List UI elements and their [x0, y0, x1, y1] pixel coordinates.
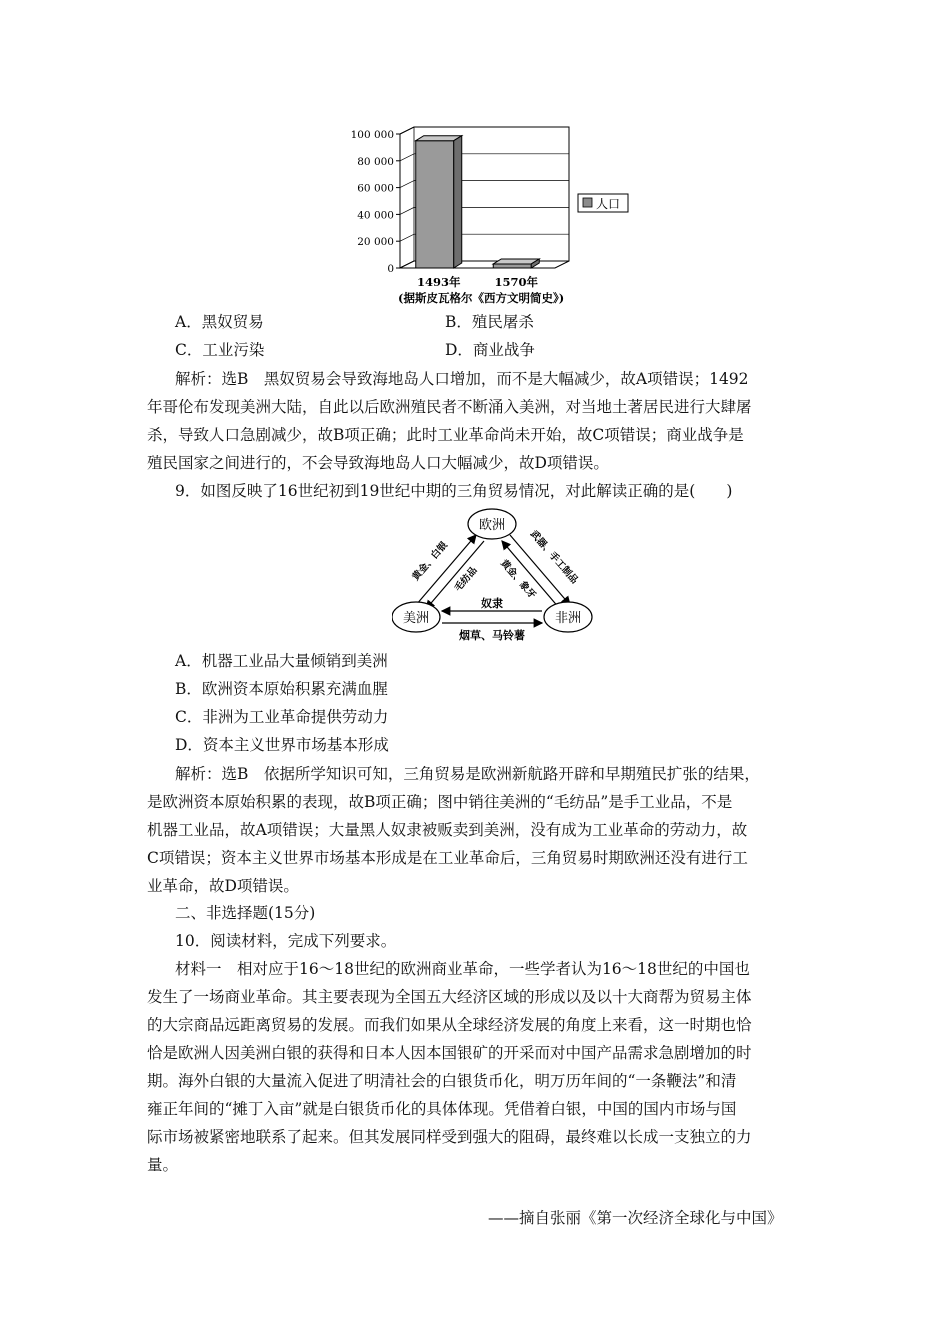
chart-x-tick-label: 1493年	[416, 275, 461, 289]
triangle-trade-diagram	[392, 505, 602, 645]
q10-material-line: 量。	[147, 1156, 179, 1174]
chart-y-tick-label: 60 000	[357, 182, 394, 195]
q10-source: ——摘自张丽《第一次经济全球化与中国》	[488, 1209, 783, 1227]
edge-label-tobacco-potato: 烟草、马铃薯	[459, 629, 525, 642]
q10-material-line: 发生了一场商业革命。其主要表现为全国五大经济区域的形成以及以十大商帮为贸易主体	[147, 988, 752, 1006]
chart-source: (据斯皮瓦格尔《西方文明简史》)	[398, 291, 565, 305]
q8-analysis-line: 殖民国家之间进行的，不会导致海地岛人口大幅减少，故D项错误。	[147, 454, 609, 472]
population-bar-chart	[350, 120, 640, 310]
q8-option-d: D．商业战争	[445, 341, 535, 359]
q10-material-line: 的大宗商品远距离贸易的发展。而我们如果从全球经济发展的角度上来看，这一时期也恰	[147, 1016, 752, 1034]
q9-analysis-line: 解析：选B 依据所学知识可知，三角贸易是欧洲新航路开辟和早期殖民扩张的结果，	[175, 765, 760, 783]
legend-label: 人口	[596, 197, 621, 211]
q10-material-line: 材料一 相对应于16～18世纪的欧洲商业革命，一些学者认为16～18世纪的中国也	[175, 960, 750, 978]
q9-analysis-line: 机器工业品，故A项错误；大量黑人奴隶被贩卖到美洲，没有成为工业革命的劳动力，故	[147, 821, 748, 839]
edge-label-woolens: 毛纺品	[452, 564, 480, 594]
chart-bar-side	[454, 136, 462, 268]
q9-analysis-line: 业革命，故D项错误。	[147, 877, 299, 895]
chart-y-tick-label: 20 000	[357, 236, 394, 249]
edge-label-slaves: 奴隶	[481, 597, 503, 610]
q8-option-a: A．黑奴贸易	[175, 313, 264, 331]
edge-label-gold-silver: 黄金、白银	[410, 539, 450, 583]
q9-option-c: C．非洲为工业革命提供劳动力	[175, 708, 389, 726]
q8-analysis-line: 年哥伦布发现美洲大陆，自此以后欧洲殖民者不断涌入美洲，对当地土著居民进行大肆屠	[147, 398, 752, 416]
legend-swatch	[583, 198, 592, 207]
q9-stem: 9．如图反映了16世纪初到19世纪中期的三角贸易情况，对此解读正确的是( )	[175, 482, 733, 500]
q9-option-d: D．资本主义世界市场基本形成	[175, 736, 389, 754]
q10-material-line: 恰是欧洲人因美洲白银的获得和日本人因本国银矿的开采而对中国产品需求急剧增加的时	[147, 1044, 752, 1062]
node-africa-label: 非洲	[554, 611, 582, 626]
q10-material-line: 雍正年间的“摊丁入亩”就是白银货币化的具体体现。凭借着白银，中国的国内市场与国	[147, 1100, 737, 1118]
chart-y-tick-label: 0	[387, 263, 394, 275]
q8-option-b: B．殖民屠杀	[445, 313, 534, 331]
q9-analysis-line: 是欧洲资本原始积累的表现，故B项正确；图中销往美洲的“毛纺品”是手工业品，不是	[147, 793, 733, 811]
q10-material-line: 际市场被紧密地联系了起来。但其发展同样受到强大的阻碍，最终难以长成一支独立的力	[147, 1128, 752, 1146]
q9-option-b: B．欧洲资本原始积累充满血腥	[175, 680, 388, 698]
q8-option-c: C．工业污染	[175, 341, 265, 359]
node-americas-label: 美洲	[402, 611, 430, 626]
edge-label-weapons-handicrafts: 武器、手工制品	[527, 528, 580, 587]
chart-bar	[416, 141, 454, 268]
q8-analysis-line: 杀，导致人口急剧减少，故B项正确；此时工业革命尚未开始，故C项错误；商业战争是	[147, 426, 744, 444]
chart-bar	[493, 264, 531, 268]
chart-y-tick-label: 40 000	[357, 209, 394, 222]
q10-material-line: 期。海外白银的大量流入促进了明清社会的白银货币化，明万历年间的“一条鞭法”和清	[147, 1072, 737, 1090]
q9-analysis-line: C项错误；资本主义世界市场基本形成是在工业革命后，三角贸易时期欧洲还没有进行工	[147, 849, 748, 867]
chart-y-tick-label: 80 000	[357, 155, 394, 168]
q9-option-a: A．机器工业品大量倾销到美洲	[175, 652, 388, 670]
node-europe-label: 欧洲	[478, 518, 506, 533]
chart-x-tick-label: 1570年	[494, 275, 539, 289]
chart-y-tick-label: 100 000	[350, 129, 394, 141]
q8-analysis-line: 解析：选B 黑奴贸易会导致海地岛人口增加，而不是大幅减少，故A项错误；1492	[175, 370, 749, 388]
q10-stem: 10．阅读材料，完成下列要求。	[175, 932, 397, 950]
section-heading: 二、非选择题(15分)	[175, 904, 316, 922]
edge-label-gold-ivory: 黄金、象牙	[498, 557, 538, 601]
